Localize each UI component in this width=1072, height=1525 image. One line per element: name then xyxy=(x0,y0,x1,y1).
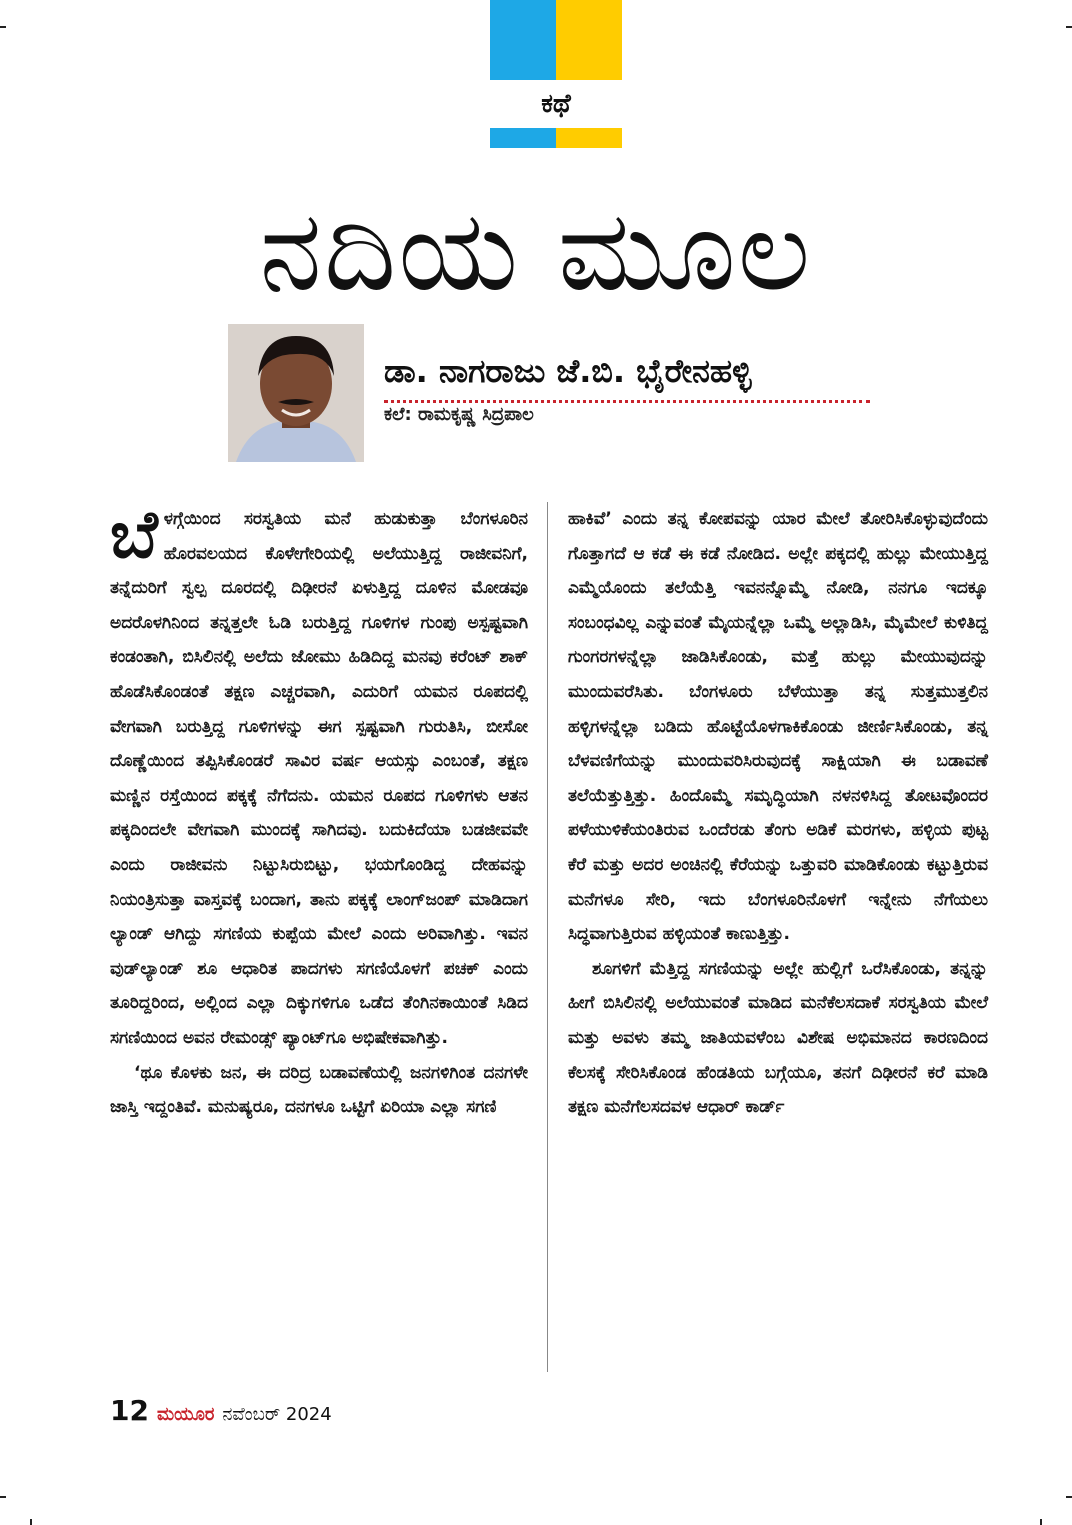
article-paragraph xyxy=(110,496,528,1056)
author-name: ಡಾ. ನಾಗರಾಜು ಜೆ.ಬಿ. ಭೈರೇನಹಳ್ಳಿ xyxy=(384,346,870,403)
column-divider xyxy=(547,502,548,1372)
author-portrait-icon xyxy=(228,324,364,462)
author-photo xyxy=(228,324,364,462)
crop-mark xyxy=(30,1519,32,1525)
crop-mark xyxy=(0,1496,6,1498)
section-bar-blue xyxy=(490,128,556,148)
article-paragraph: ಶೂಗಳಿಗೆ ಮೆತ್ತಿದ್ದ ಸಗಣಿಯನ್ನು ಅಲ್ಲೇ ಹುಲ್ಲಿಗೆ ಒರೆಸಿಕೊಂಡು, ತನ್ನನ್ನು ಹೀಗೆ ಬಿಸಿಲಿನಲ್ಲಿ ಅಲೆಯುವಂತೆ ಮಾಡಿದ ಮನೆಕೆಲಸದಾಕೆ ಸರಸ್ವತಿಯ ಮೇಲೆ ಮತ್ತು ಅವಳು ತಮ್ಮ ಜಾತಿಯವಳೆಂಬ ವಿಶೇಷ ಅಭಿಮಾನದ ಕಾರಣದಿಂದ ಕೆಲಸಕ್ಕೆ ಸೇರಿಸಿಕೊಂಡ ಹೆಂಡತಿಯ ಬಗ್ಗೆಯೂ, ತನಗೆ ದಿಢೀರನೆ ಕರೆ ಮಾಡಿ ತಕ್ಷಣ ಮನೆಗೆಲಸದವಳ ಆಧಾರ್ ಕಾರ್ಡ್ xyxy=(568,958,988,1118)
article-column-2 xyxy=(568,502,988,1125)
article-title: ನದಿಯ ಮೂಲ xyxy=(259,186,813,316)
page-number: 12 xyxy=(110,1394,149,1427)
crop-mark xyxy=(1066,1496,1072,1498)
crop-mark xyxy=(1066,26,1072,28)
article-paragraph: ‘ಥೂ ಕೊಳಕು ಜನ, ಈ ದರಿದ್ರ ಬಡಾವಣೆಯಲ್ಲಿ ಜನಗಳಿಗಿಂತ ದನಗಳೇ ಜಾಸ್ತಿ ಇದ್ದಂತಿವೆ. ಮನುಷ್ಯರೂ, ದನಗಳೂ ಒಟ್ಟಿಗೆ ಏರಿಯಾ ಎಲ್ಲಾ ಸಗಣಿ xyxy=(110,1062,528,1118)
section-bar-yellow xyxy=(556,128,622,148)
article-paragraph: ಹಾಕಿವೆ’ ಎಂದು ತನ್ನ ಕೋಪವನ್ನು ಯಾರ ಮೇಲೆ ತೋರಿಸಿಕೊಳ್ಳುವುದೆಂದು ಗೊತ್ತಾಗದೆ ಆ ಕಡೆ ಈ ಕಡೆ ನೋಡಿದ. ಅಲ್ಲೇ ಪಕ್ಕದಲ್ಲಿ ಹುಲ್ಲು ಮೇಯುತ್ತಿದ್ದ ಎಮ್ಮೆಯೊಂದು ತಲೆಯೆತ್ತಿ ಇವನನ್ನೊಮ್ಮೆ ನೋಡಿ, ನನಗೂ ಇದಕ್ಕೂ ಸಂಬಂಧವಿಲ್ಲ ಎನ್ನುವಂತೆ ಮೈಯನ್ನೆಲ್ಲಾ ಒಮ್ಮೆ ಅಲ್ಲಾಡಿಸಿ, ಮೈಮೇಲೆ ಕುಳಿತಿದ್ದ ಗುಂಗರಗಳನ್ನೆಲ್ಲಾ ಜಾಡಿಸಿಕೊಂಡು, ಮತ್ತೆ ಹುಲ್ಲು ಮೇಯುವುದನ್ನು ಮುಂದುವರೆಸಿತು. ಬೆಂಗಳೂರು ಬೆಳೆಯುತ್ತಾ ತನ್ನ ಸುತ್ತಮುತ್ತಲಿನ ಹಳ್ಳಿಗಳನ್ನೆಲ್ಲಾ ಬಡಿದು ಹೊಟ್ಟೆಯೊಳಗಾಕಿಕೊಂಡು ಜೀರ್ಣಿಸಿಕೊಂಡು, ತನ್ನ ಬೆಳವಣಿಗೆಯನ್ನು ಮುಂದುವರಿಸಿರುವುದಕ್ಕೆ ಸಾಕ್ಷಿಯಾಗಿ ಈ ಬಡಾವಣೆ ತಲೆಯೆತ್ತುತ್ತಿತ್ತು. ಹಿಂದೊಮ್ಮೆ ಸಮೃದ್ಧಿಯಾಗಿ ನಳನಳಿಸಿದ್ದ ತೋಟವೊಂದರ ಪಳೆಯುಳಿಕೆಯಂತಿರುವ ಒಂದೆರಡು ತೆಂಗು ಅಡಿಕೆ ಮರಗಳು, ಹಳ್ಳಿಯ ಪುಟ್ಟ ಕೆರೆ ಮತ್ತು ಅದರ ಅಂಚಿನಲ್ಲಿ ಕೆರೆಯನ್ನು ಒತ್ತುವರಿ ಮಾಡಿಕೊಂಡು ಕಟ್ಟುತ್ತಿರುವ ಮನೆಗಳೂ ಸೇರಿ, ಇದು ಬೆಂಗಳೂರಿನೊಳಗೆ ಇನ್ನೇನು ನೆಗೆಯಲು ಸಿದ್ಧವಾಗುತ್ತಿರುವ ಹಳ್ಳಿಯಂತೆ ಕಾಣುತ್ತಿತ್ತು. xyxy=(568,509,988,945)
magazine-logo: ಮಯೂರ xyxy=(156,1404,215,1425)
article-column-1 xyxy=(110,496,528,1125)
crop-mark xyxy=(0,26,6,28)
section-label: ಕಥೆ xyxy=(490,80,622,128)
section-block-blue xyxy=(490,0,556,80)
section-block-yellow xyxy=(556,0,622,80)
illustration-credit: ಕಲೆ: ರಾಮಕೃಷ್ಣ ಸಿದ್ರಪಾಲ xyxy=(384,404,534,425)
crop-mark xyxy=(1040,1519,1042,1525)
page-footer xyxy=(110,1394,332,1427)
drop-cap: ಬೆ xyxy=(110,496,158,573)
issue-date: ನವೆಂಬರ್ 2024 xyxy=(222,1404,332,1425)
paragraph-text: ಳಗ್ಗೆಯಿಂದ ಸರಸ್ವತಿಯ ಮನೆ ಹುಡುಕುತ್ತಾ ಬೆಂಗಳೂರಿನ ಹೊರವಲಯದ ಕೊಳೇಗೇರಿಯಲ್ಲಿ ಅಲೆಯುತ್ತಿದ್ದ ರಾಜೀವನಿಗೆ, ತನ್ನೆದುರಿಗೆ ಸ್ವಲ್ಪ ದೂರದಲ್ಲಿ ದಿಢೀರನೆ ಏಳುತ್ತಿದ್ದ ದೂಳಿನ ಮೋಡವೂ ಅದರೊಳಗಿನಿಂದ ತನ್ನತ್ತಲೇ ಓಡಿ ಬರುತ್ತಿದ್ದ ಗೂಳಿಗಳ ಗುಂಪು ಅಸ್ಪಷ್ಟವಾಗಿ ಕಂಡಂತಾಗಿ, ಬಿಸಿಲಿನಲ್ಲಿ ಅಲೆದು ಜೋಮು ಹಿಡಿದಿದ್ದ ಮನವು ಕರೆಂಟ್ ಶಾಕ್ ಹೊಡೆಸಿಕೊಂಡಂತೆ ತಕ್ಷಣ ಎಚ್ಚರವಾಗಿ, ಎದುರಿಗೆ ಯಮನ ರೂಪದಲ್ಲಿ ವೇಗವಾಗಿ ಬರುತ್ತಿದ್ದ ಗೂಳಿಗಳನ್ನು ಈಗ ಸ್ಪಷ್ಟವಾಗಿ ಗುರುತಿಸಿ, ಬೀಸೋ ದೊಣ್ಣೆಯಿಂದ ತಪ್ಪಿಸಿಕೊಂಡರೆ ಸಾವಿರ ವರ್ಷ ಆಯಸ್ಸು ಎಂಬಂತೆ, ತಕ್ಷಣ ಮಣ್ಣಿನ ರಸ್ತೆಯಿಂದ ಪಕ್ಕಕ್ಕೆ ನೆಗೆದನು. ಯಮನ ರೂಪದ ಗೂಳಿಗಳು ಆತನ ಪಕ್ಕದಿಂದಲೇ ವೇಗವಾಗಿ ಮುಂದಕ್ಕೆ ಸಾಗಿದವು. ಬದುಕಿದೆಯಾ ಬಡಜೀವವೇ ಎಂದು ರಾಜೀವನು ನಿಟ್ಟುಸಿರುಬಿಟ್ಟು, ಭಯಗೊಂಡಿದ್ದ ದೇಹವನ್ನು ನಿಯಂತ್ರಿಸುತ್ತಾ ವಾಸ್ತವಕ್ಕೆ ಬಂದಾಗ, ತಾನು ಪಕ್ಕಕ್ಕೆ ಲಾಂಗ್‌ಜಂಪ್ ಮಾಡಿದಾಗ ಲ್ಯಾಂಡ್ ಆಗಿದ್ದು ಸಗಣಿಯ ಕುಪ್ಪೆಯ ಮೇಲೆ ಎಂದು ಅರಿವಾಗಿತ್ತು. ಇವನ ವುಡ್‌ಲ್ಯಾಂಡ್ ಶೂ ಆಧಾರಿತ ಪಾದಗಳು ಸಗಣಿಯೊಳಗೆ ಪಚಕ್ ಎಂದು ತೂರಿದ್ದರಿಂದ, ಅಲ್ಲಿಂದ ಎಲ್ಲಾ ದಿಕ್ಕುಗಳಿಗೂ ಒಡೆದ ತೆಂಗಿನಕಾಯಿಂತೆ ಸಿಡಿದ ಸಗಣಿಯಿಂದ ಅವನ ರೇಮಂಡ್ಸ್ ಪ್ಯಾಂಟ್‌ಗೂ ಅಭಿಷೇಕವಾಗಿತ್ತು. xyxy=(110,509,528,1048)
